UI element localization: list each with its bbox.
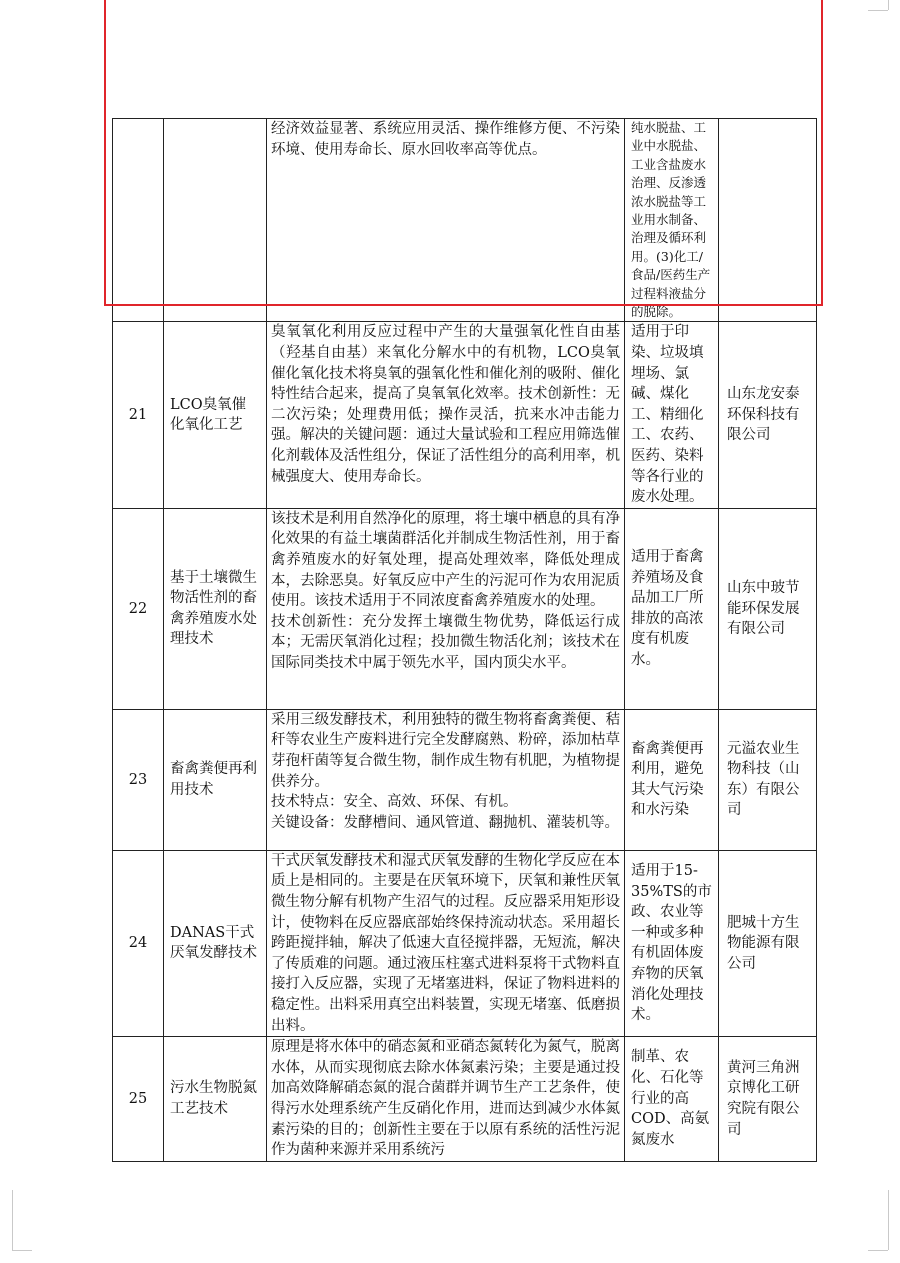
table-row (113, 1037, 817, 1162)
table-row (113, 850, 817, 1036)
description-paragraph: 采用三级发酵技术，利用独特的微生物将畜禽粪便、秸秆等农业生产废料进行完全发酵腐熟、粉碎，添加枯草芽孢杆菌等复合微生物，制作成生物有机肥，为植物提供养分。 (271, 711, 620, 790)
technology-name: 基于土壤微生物活性剂的畜禽养殖废水处理技术 (164, 508, 267, 709)
description-paragraph: 关键设备：发酵槽间、通风管道、翻抛机、灌装机等。 (271, 814, 619, 831)
technology-description (267, 709, 625, 850)
technology-description (267, 1037, 625, 1162)
organization: 肥城十方生物能源有限公司 (719, 850, 817, 1036)
technology-name: LCO臭氧催化氧化工艺 (164, 322, 267, 508)
description-paragraph: 干式厌氧发酵技术和湿式厌氧发酵的生物化学反应在本质上是相同的。主要是在厌氧环境下，厌氧和兼性厌氧微生物分解有机物产生沼气的过程。反应器采用矩形设计，使物料在反应器底部始终保持流动状态。采用超长跨距搅拌轴，解决了低速大直径搅拌器，无短流，解决了传质难的问题。通过液压柱塞式进料泵将干式物料直接打入反应器，实现了无堵塞进料，保证了物料进料的稳定性。出料采用真空出料装置，实现无堵塞、低磨损出料。 (271, 852, 620, 1034)
application-scope: 纯水脱盐、工业中水脱盐、工业含盐废水治理、反渗透浓水脱盐等工业用水制备、治理及循环利用。(3)化工/食品/医药生产过程料液盐分的脱除。 (625, 119, 719, 322)
technology-description (267, 508, 625, 709)
application-scope: 适用于印染、垃圾填埋场、氯碱、煤化工、精细化工、农药、医药、染料等各行业的废水处理。 (625, 322, 719, 508)
organization: 山东中玻节能环保发展有限公司 (719, 508, 817, 709)
row-number: 23 (113, 709, 164, 850)
description-paragraph: 技术特点：安全、高效、环保、有机。 (271, 794, 518, 811)
application-scope: 适用于15-35%TS的市政、农业等一种或多种有机固体废弃物的厌氧消化处理技术。 (625, 850, 719, 1036)
highlight-box (104, 0, 823, 306)
crop-mark (888, 1190, 889, 1250)
organization: 元溢农业生物科技（山东）有限公司 (719, 709, 817, 850)
application-scope: 畜禽粪便再利用，避免其大气污染和水污染 (625, 709, 719, 850)
organization: 山东龙安泰环保科技有限公司 (719, 322, 817, 508)
technology-name: 畜禽粪便再利用技术 (164, 709, 267, 850)
description-paragraph: 技术创新性：充分发挥土壤微生物优势，降低运行成本；无需厌氧消化过程；投加微生物活化剂；该技术在国际同类技术中属于领先水平，国内顶尖水平。 (271, 613, 620, 671)
organization: 黄河三角洲京博化工研究院有限公司 (719, 1037, 817, 1162)
technology-name: DANAS干式厌氧发酵技术 (164, 850, 267, 1036)
technology-name: 污水生物脱氮工艺技术 (164, 1037, 267, 1162)
crop-mark (12, 1190, 13, 1250)
application-scope: 制革、农化、石化等行业的高COD、高氨氮废水 (625, 1037, 719, 1162)
table-row (113, 508, 817, 709)
description-paragraph: 经济效益显著、系统应用灵活、操作维修方便、不污染环境、使用寿命长、原水回收率高等优点。 (271, 121, 620, 158)
technology-description (267, 850, 625, 1036)
description-paragraph: 该技术是利用自然净化的原理，将土壤中栖息的具有净化效果的有益土壤菌群活化并制成生物活性剂，用于畜禽养殖废水的好氧处理，提高处理效率，降低处理成本，去除恶臭。好氧反应中产生的污泥可作为农用泥质使用。该技术适用于不同浓度畜禽养殖废水的处理。 (271, 510, 620, 610)
crop-mark (888, 0, 889, 10)
crop-mark (868, 1250, 888, 1251)
row-number: 24 (113, 850, 164, 1036)
crop-mark (868, 10, 888, 11)
description-paragraph: 臭氧氧化利用反应过程中产生的大量强氧化性自由基（羟基自由基）来氧化分解水中的有机物，LCO臭氧催化氧化技术将臭氧的强氧化性和催化剂的吸附、催化特性结合起来，提高了臭氧氧化效率。技术创新性：无二次污染；处理费用低；操作灵活，抗来水冲击能力强。解决的关键问题：通过大量试验和工程应用筛选催化剂载体及活性组分，保证了活性组分的高利用率，机械强度大、使用寿命长。 (271, 324, 620, 485)
table-row (113, 709, 817, 850)
technology-description (267, 322, 625, 508)
application-scope: 适用于畜禽养殖场及食品加工厂所排放的高浓度有机废水。 (625, 508, 719, 709)
crop-mark (12, 1250, 32, 1251)
table-row (113, 322, 817, 508)
row-number: 25 (113, 1037, 164, 1162)
row-number: 22 (113, 508, 164, 709)
description-paragraph: 原理是将水体中的硝态氮和亚硝态氮转化为氮气，脱离水体，从而实现彻底去除水体氮素污染；主要是通过投加高效降解硝态氮的混合菌群并调节生产工艺条件，使得污水处理系统产生反硝化作用，进而达到减少水体氮素污染的目的；创新性主要在于以原有系统的活性污泥作为菌种来源并采用系统污 (271, 1039, 620, 1159)
row-number: 21 (113, 322, 164, 508)
